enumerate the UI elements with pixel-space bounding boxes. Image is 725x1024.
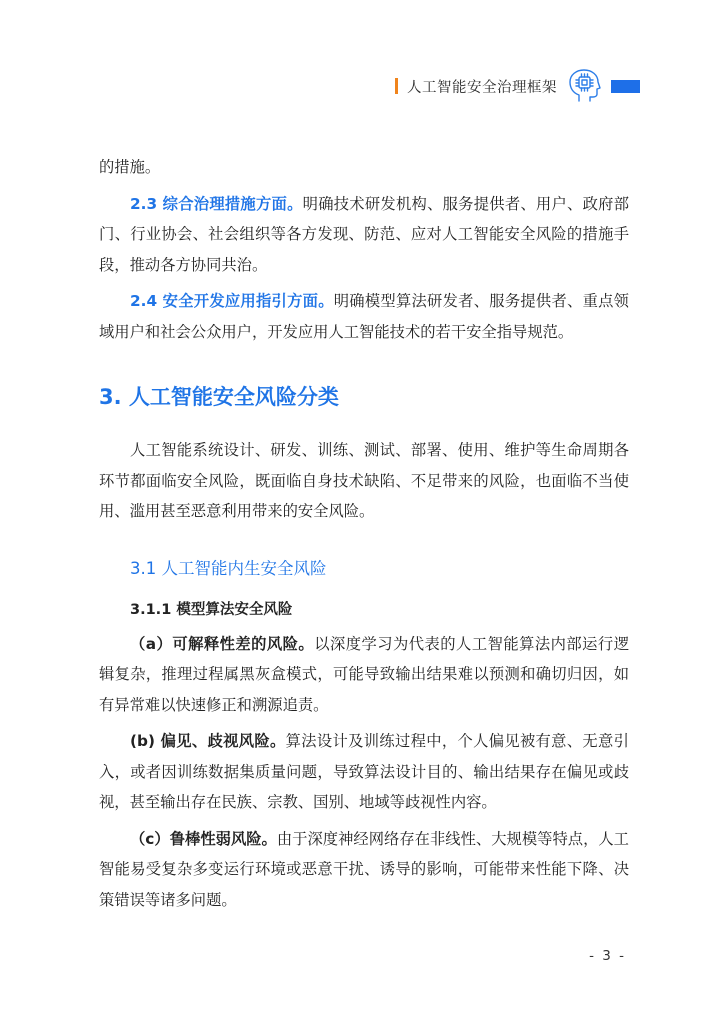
risk-item-a-lead: （a）可解释性差的风险。 bbox=[130, 634, 315, 653]
header-title: 人工智能安全治理框架 bbox=[407, 79, 557, 96]
paragraph-2-3 bbox=[99, 189, 629, 281]
risk-item-b-lead: (b) 偏见、歧视风险。 bbox=[130, 732, 286, 750]
paragraph-2-4 bbox=[99, 286, 629, 347]
header-brand-bar bbox=[611, 80, 640, 93]
paragraph-2-3-body: 明确技术研发机构、服务提供者、用户、政府部门、行业协会、社会组织等各方发现、防范、应对人工智能安全风险的措施手段，推动各方协同共治。 bbox=[99, 194, 629, 274]
risk-item-b-body: 算法设计及训练过程中，个人偏见被有意、无意引入，或者因训练数据集质量问题，导致算法设计目的、输出结果存在偏见或歧视，甚至输出存在民族、宗教、国别、地域等歧视性内容。 bbox=[99, 732, 629, 811]
risk-item-c-lead: （c）鲁棒性弱风险。 bbox=[130, 829, 277, 848]
risk-item-a-body: 以深度学习为代表的人工智能算法内部运行逻辑复杂，推理过程属黑灰盒模式，可能导致输出结果难以预测和确切归因，如有异常难以快速修正和溯源追责。 bbox=[99, 634, 629, 714]
section-3-heading: 3. 人工智能安全风险分类 bbox=[99, 385, 339, 409]
section-3-1-heading: 3.1 人工智能内生安全风险 bbox=[130, 558, 327, 578]
header-accent-mark bbox=[395, 78, 398, 94]
paragraph-2-4-body: 明确模型算法研发者、服务提供者、重点领域用户和社会公众用户，开发应用人工智能技术的若干安全指导规范。 bbox=[99, 292, 629, 341]
continued-paragraph: 的措施。 bbox=[99, 158, 161, 176]
paragraph-2-3-lead: 2.3 综合治理措施方面。 bbox=[130, 194, 303, 213]
risk-item-b bbox=[99, 726, 629, 818]
section-3-paragraph: 人工智能系统设计、研发、训练、测试、部署、使用、维护等生命周期各环节都面临安全风险，既面临自身技术缺陷、不足带来的风险，也面临不当使用、滥用甚至恶意利用带来的安全风险。 bbox=[99, 441, 629, 520]
section-3-1-1-heading: 3.1.1 模型算法安全风险 bbox=[130, 601, 293, 618]
risk-item-c-body: 由于深度神经网络存在非线性、大规模等特点，人工智能易受复杂多变运行环境或恶意干扰、诱导的影响，可能带来性能下降、决策错误等诸多问题。 bbox=[99, 829, 629, 909]
page-body bbox=[99, 152, 629, 915]
running-header bbox=[395, 66, 725, 106]
ai-head-chip-icon bbox=[565, 66, 605, 106]
paragraph-2-4-lead: 2.4 安全开发应用指引方面。 bbox=[130, 292, 334, 310]
risk-item-c bbox=[99, 824, 629, 916]
risk-item-a bbox=[99, 629, 629, 721]
page-number: - 3 - bbox=[589, 948, 626, 964]
